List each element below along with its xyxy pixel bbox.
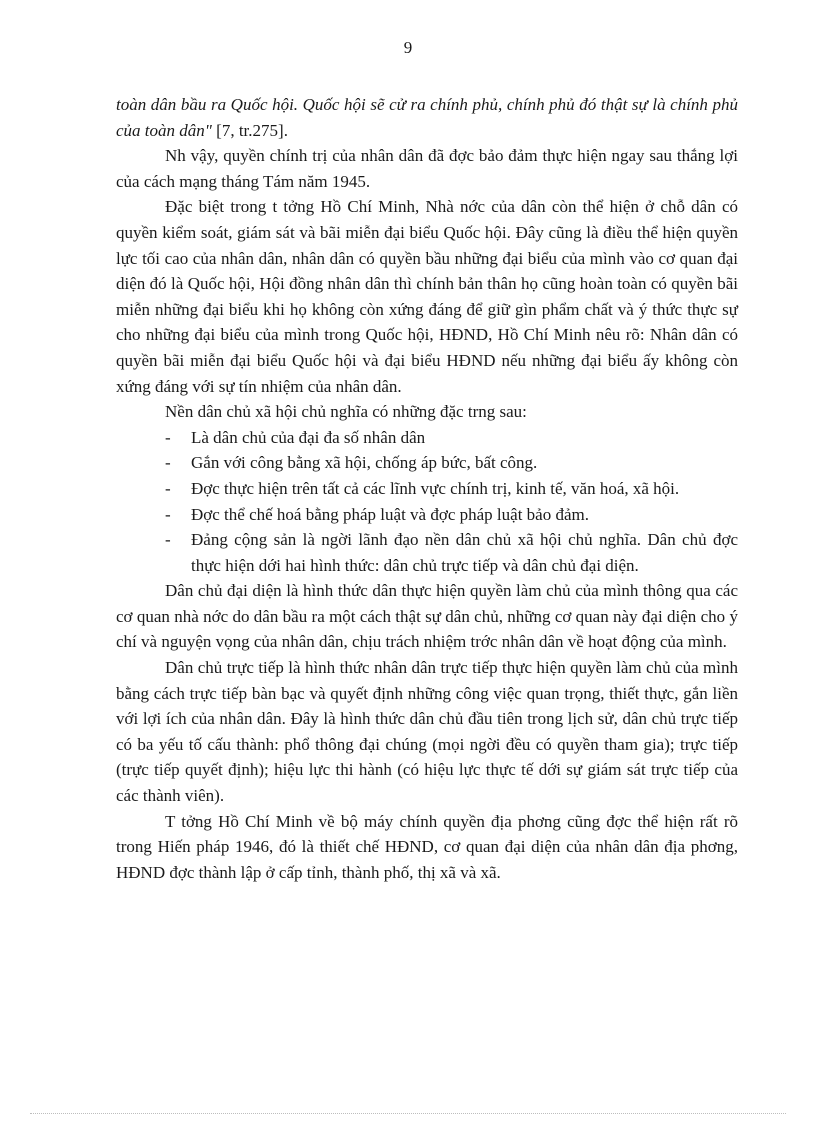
list-item	[116, 476, 738, 502]
paragraph: T tởng Hồ Chí Minh về bộ máy chính quyền địa phơng cũng đợc thể hiện rất rõ trong Hiến pháp 1946, đó là thiết chế HĐND, cơ quan đại diện của nhân dân địa phơng, HĐND đợc thành lập ở cấp tỉnh, thành phố, thị xã và xã.	[116, 811, 738, 882]
list-item-text: Là dân chủ của đại đa số nhân dân	[191, 427, 426, 447]
list-item-text: Đảng cộng sản là ngời lãnh đạo nền dân chủ xã hội chủ nghĩa. Dân chủ đợc thực hiện dới hai hình thức: dân chủ trực tiếp và dân chủ đại diện.	[191, 530, 738, 575]
list-dash: -	[165, 478, 171, 498]
list-item-text: Đợc thể chế hoá bằng pháp luật và đợc pháp luật bảo đảm.	[191, 504, 589, 524]
features-list	[116, 425, 738, 579]
page-number: 9	[403, 38, 413, 57]
list-item	[116, 527, 738, 578]
paragraph: Dân chủ trực tiếp là hình thức nhân dân trực tiếp thực hiện quyền làm chủ của mình bằng cách trực tiếp bàn bạc và quyết định những công việc quan trọng, thiết thực, gắn liền với lợi ích của nhân dân. Đây là hình thức dân chủ đầu tiên trong lịch sử, dân chủ trực tiếp có ba yếu tố cấu thành: phổ thông đại chúng (mọi ngời đều có quyền tham gia); trực tiếp (trực tiếp quyết định); hiệu lực thi hành (có hiệu lực thực tế dới sự giám sát trực tiếp của các thành viên).	[116, 658, 738, 806]
list-item-text: Gắn với công bằng xã hội, chống áp bức, bất công.	[191, 453, 538, 473]
quote-citation: [7, tr.275].	[211, 120, 288, 140]
quote-continuation	[116, 92, 738, 143]
quote-italic-text: toàn dân bầu ra Quốc hội. Quốc hội sẽ cử ra chính phủ, chính phủ đó thật sự là chính phủ của toàn dân"	[116, 95, 738, 140]
list-dash: -	[165, 504, 171, 524]
paragraph: Nền dân chủ xã hội chủ nghĩa có những đặc trng sau:	[165, 402, 527, 422]
list-dash: -	[165, 453, 171, 473]
list-dash: -	[165, 427, 171, 447]
paragraph: Đặc biệt trong t tởng Hồ Chí Minh, Nhà nớc của dân còn thể hiện ở chỗ dân có quyền kiểm soát, giám sát và bãi miễn đại biểu Quốc hội. Đây cũng là điều thể hiện quyền lực tối cao của nhân dân, nhân dân có quyền bầu những đại biểu của mình vào cơ quan đại diện đó là Quốc hội, Hội đồng nhân dân thì chính bản thân họ cũng hoàn toàn có quyền bãi miễn những đại biểu khi họ không còn xứng đáng để giữ gìn phẩm chất và ý thức thực sự cho những đại biểu của mình trong Quốc hội, HĐND, Hồ Chí Minh nêu rõ: Nhân dân có quyền bãi miễn đại biểu Quốc hội và đại biểu HĐND nếu những đại biểu ấy không còn xứng đáng với sự tín nhiệm của nhân dân.	[116, 197, 738, 396]
paragraph: Dân chủ đại diện là hình thức dân thực hiện quyền làm chủ của mình thông qua các cơ quan nhà nớc do dân bầu ra một cách thật sự dân chủ, những cơ quan này đại diện cho ý chí và nguyện vọng của nhân dân, chịu trách nhiệm trớc nhân dân về hoạt động của mình.	[116, 581, 738, 652]
footer-dotted-rule	[30, 1113, 786, 1114]
list-item	[116, 425, 738, 451]
list-item	[116, 450, 738, 476]
list-item-text: Đợc thực hiện trên tất cả các lĩnh vực chính trị, kinh tế, văn hoá, xã hội.	[191, 478, 680, 498]
list-dash: -	[165, 530, 171, 550]
body-text	[116, 92, 738, 885]
paragraph: Nh vậy, quyền chính trị của nhân dân đã đợc bảo đảm thực hiện ngay sau thắng lợi của cách mạng tháng Tám năm 1945.	[116, 146, 738, 191]
list-item	[116, 502, 738, 528]
